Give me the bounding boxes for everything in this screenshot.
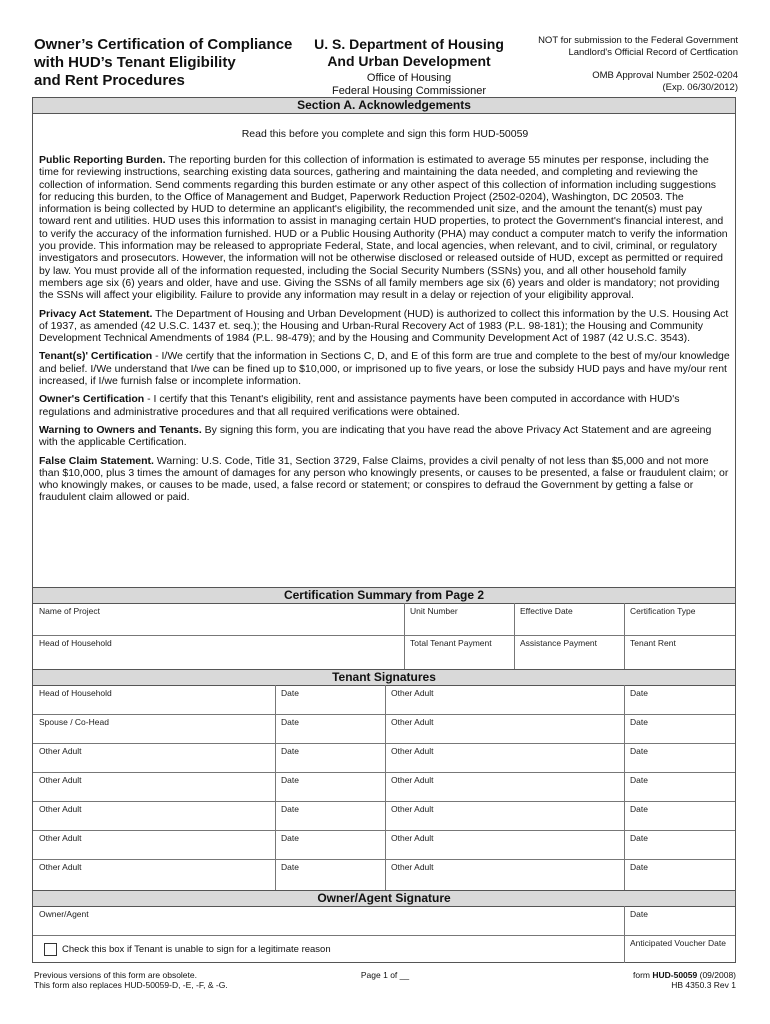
field-name-of-project[interactable]: Name of Project <box>39 606 100 616</box>
signature-field[interactable]: Other Adult <box>391 804 434 814</box>
owner-agent-signature-field[interactable]: Owner/Agent <box>39 909 89 919</box>
divider <box>33 714 735 715</box>
paragraph-heading: Tenant(s)' Certification <box>39 350 153 363</box>
divider <box>624 603 625 669</box>
section-a-title: Section A. Acknowledgements <box>33 97 735 114</box>
date-field[interactable]: Date <box>281 862 299 872</box>
paragraph-heading: Public Reporting Burden. <box>39 154 166 166</box>
checkbox-label: Check this box if Tenant is unable to sign for a legitimate reason <box>62 944 331 955</box>
paragraph-heading: Privacy Act Statement. <box>39 307 153 320</box>
divider <box>33 935 735 936</box>
form-date: (09/2008) <box>697 970 736 980</box>
date-field[interactable]: Date <box>281 688 299 698</box>
date-field[interactable]: Date <box>630 688 648 698</box>
divider <box>33 635 735 636</box>
signature-field[interactable]: Other Adult <box>391 746 434 756</box>
department-name: U. S. Department of Housing <box>314 36 504 52</box>
signature-field[interactable]: Other Adult <box>391 717 434 727</box>
paragraph-text: The Department of Housing and Urban Development (HUD) is authorized to collect this information by the U.S. Housing Act of 1937, as amended (42 U.S.C. 1437 et. seq.); the Housing and Urban-Rural Recovery Act of 1983 (P.L. 98-181); the Housing and Community Development Technical Amendments of 1984 (P.L. 98-479); and by the Housing and Community Development Act of 1987 (42 U.S.C. 3543). <box>39 307 729 345</box>
paragraph-text: By signing this form, you are indicating that you have read the above Privacy Act Statement and are agreeing with the applicable Certification. <box>39 423 712 449</box>
date-field[interactable]: Date <box>630 717 648 727</box>
date-field[interactable]: Date <box>281 833 299 843</box>
paragraph-heading: Owner's Certification <box>39 393 145 406</box>
page-number: Page 1 of __ <box>360 970 410 980</box>
field-assistance-payment[interactable]: Assistance Payment <box>520 638 598 648</box>
summary-title: Certification Summary from Page 2 <box>33 587 735 604</box>
signature-field[interactable]: Other Adult <box>391 862 434 872</box>
signature-field[interactable]: Other Adult <box>39 804 82 814</box>
paragraph-tenant-certification <box>39 350 731 387</box>
signature-field[interactable]: Other Adult <box>39 746 82 756</box>
signature-field[interactable]: Other Adult <box>391 688 434 698</box>
department-name: And Urban Development <box>327 53 491 69</box>
form-title-line: Owner’s Certification of Compliance <box>34 36 293 53</box>
paragraph-reporting-burden <box>39 154 731 302</box>
divider <box>404 603 405 669</box>
form-title <box>34 36 304 90</box>
handbook-reference: HB 4350.3 Rev 1 <box>671 980 736 990</box>
divider <box>33 830 735 831</box>
read-note: Read this before you complete and sign this form HUD-50059 <box>241 128 529 140</box>
signature-field[interactable]: Other Adult <box>39 862 82 872</box>
notice-line: NOT for submission to the Federal Government <box>538 35 738 46</box>
field-unit-number[interactable]: Unit Number <box>410 606 458 616</box>
form-number: HUD-50059 <box>652 970 698 980</box>
paragraph-text: - I certify that this Tenant's eligibility, rent and assistance payments have been computed in accordance with HUD's regulations and administrative procedures and that all required verifications were obtained. <box>39 393 680 418</box>
form-title-line: with HUD’s Tenant Eligibility <box>34 54 236 71</box>
paragraph-heading: Warning to Owners and Tenants. <box>39 423 202 436</box>
signature-field[interactable]: Head of Household <box>39 688 112 698</box>
signature-field[interactable]: Other Adult <box>39 775 82 785</box>
date-field[interactable]: Date <box>281 746 299 756</box>
office-name: Federal Housing Commissioner <box>331 85 487 97</box>
field-total-tenant-payment[interactable]: Total Tenant Payment <box>410 638 492 648</box>
signature-field[interactable]: Other Adult <box>391 833 434 843</box>
divider <box>33 801 735 802</box>
form-prefix: form <box>632 970 653 980</box>
owner-agent-title: Owner/Agent Signature <box>33 890 735 907</box>
divider <box>33 772 735 773</box>
date-field[interactable]: Date <box>281 775 299 785</box>
date-field[interactable]: Date <box>630 862 648 872</box>
signature-field[interactable]: Other Adult <box>39 833 82 843</box>
divider <box>514 603 515 669</box>
paragraph-text: Warning: U.S. Code, Title 31, Section 3729, False Claims, provides a civil penalty of not less than $5,000 and not more than $10,000, plus 3 times the amount of damages for any person who knowingly presents, or causes to be presented, a false or fraudulent claim; or who knowingly makes, or causes to be made, used, a false record or statement; or conspires to defraud the Government by getting a false or fraudulent claim allowed or paid. <box>39 454 729 504</box>
divider <box>33 743 735 744</box>
date-field[interactable]: Date <box>281 717 299 727</box>
paragraph-text: The reporting burden for this collection of information is estimated to average 55 minutes per response, including the time for reviewing instructions, searching existing data sources, gathering and maintaining the data needed, and completing and reviewing the collection of information. Send comments regarding this burden estimate or any other aspect of this collection of information including suggestions for reducing this burden, to the Office of Management and Budget, Paperwork Reduction Project (2502-0204), Washington, DC 20503. The information is being collected by HUD to determine an applicant's eligibility, the recommended unit size, and the amount the tenant(s) must pay toward rent and utilities. HUD uses this information to assist in managing certain HUD properties, to protect the Government's financial interest, and to verify the accuracy of the information furnished. HUD or a Public Housing Authority (PHA) may conduct a computer match to verify the information you provide. This information may be released to appropriate Federal, State, and local agencies, when relevant, and to civil, criminal, or regulatory investigators and prosecutors. However, the information will not be otherwise disclosed or released outside of HUD, except as permitted or required by law. You must provide all of the information requested, including the Social Security Numbers (SSNs) you, and all other household family members age six (6) years and older, have and use. Giving the SSNs of all family members age six (6) years and older is mandatory; not providing the SSNs will affect your eligibility. Failure to provide any information may result in a delay or rejection of your eligibility approval. <box>39 154 728 302</box>
date-field[interactable]: Date <box>630 775 648 785</box>
field-effective-date[interactable]: Effective Date <box>520 606 573 616</box>
paragraph-heading: False Claim Statement. <box>39 454 154 467</box>
office-name: Office of Housing <box>366 72 452 84</box>
tenant-unable-to-sign-checkbox[interactable] <box>44 943 57 956</box>
field-head-of-household[interactable]: Head of Household <box>39 638 112 648</box>
footer-note: This form also replaces HUD-50059-D, -E, -F, & -G. <box>34 980 228 990</box>
paragraph-privacy-act <box>39 308 731 345</box>
omb-expiration: (Exp. 06/30/2012) <box>662 81 738 93</box>
footer-note: Previous versions of this form are obsolete. <box>34 970 197 980</box>
department-block <box>306 36 512 98</box>
paragraph-false-claim <box>39 455 731 504</box>
field-certification-type[interactable]: Certification Type <box>630 606 696 616</box>
paragraph-warning <box>39 424 731 449</box>
paragraph-owner-certification <box>39 393 731 418</box>
form-number-line <box>500 970 736 980</box>
acknowledgements-text <box>39 154 731 510</box>
omb-number: OMB Approval Number 2502-0204 <box>592 70 738 81</box>
signature-field[interactable]: Other Adult <box>391 775 434 785</box>
date-field[interactable]: Date <box>630 804 648 814</box>
tenant-signatures-title: Tenant Signatures <box>33 669 735 686</box>
owner-date-field[interactable]: Date <box>630 909 648 919</box>
form-title-line: and Rent Procedures <box>34 72 185 89</box>
anticipated-voucher-date-field[interactable]: Anticipated Voucher Date <box>630 938 726 948</box>
date-field[interactable]: Date <box>630 746 648 756</box>
signature-field[interactable]: Spouse / Co-Head <box>39 717 109 727</box>
submission-notice <box>512 35 738 93</box>
date-field[interactable]: Date <box>630 833 648 843</box>
paragraph-text: - I/We certify that the information in Sections C, D, and E of this form are true and complete to the best of my/our knowledge and belief. I/We understand that I/we can be fined up to $10,000, or imprisoned up to five years, or lose the subsidy HUD pays and have my/our rent increased, if I/we furnish false or incomplete information. <box>39 350 730 388</box>
footer-notes <box>34 970 228 990</box>
notice-line: Landlord's Official Record of Certfication <box>568 46 738 58</box>
date-field[interactable]: Date <box>281 804 299 814</box>
form-identifier <box>500 970 736 990</box>
field-tenant-rent[interactable]: Tenant Rent <box>630 638 676 648</box>
divider <box>33 859 735 860</box>
